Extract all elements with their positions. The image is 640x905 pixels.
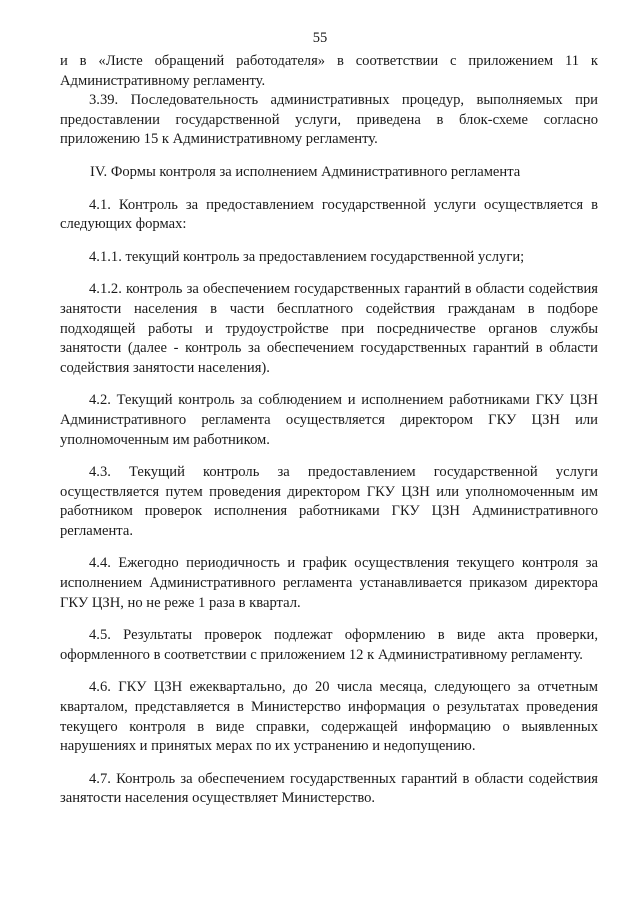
paragraph-4-1-1: 4.1.1. текущий контроль за предоставлением государственной услуги; bbox=[89, 248, 525, 265]
page-number: 55 bbox=[312, 30, 328, 46]
paragraph-4-1: 4.1. Контроль за предоставлением государственной услуги осуществляется в следующих формах: bbox=[60, 196, 598, 233]
paragraph-3-39: 3.39. Последовательность административных процедур, выполняемых при предоставлении государственной услуги, приведена в блок-схеме согласно приложению 15 к Административному регламенту. bbox=[60, 92, 598, 148]
document-body bbox=[60, 52, 598, 809]
paragraph-4-1-2: 4.1.2. контроль за обеспечением государственных гарантий в области содействия занятости населения в части бесплатного содействия гражданам в подборе подходящей работы и трудоустройстве при посредничестве органов службы занятости (далее - контроль за обеспечением государственных гарантий в области содействия занятости населения). bbox=[60, 281, 598, 376]
section-heading-iv: IV. Формы контроля за исполнением Административного регламента bbox=[90, 163, 521, 180]
paragraph-4-4: 4.4. Ежегодно периодичность и график осуществления текущего контроля за исполнением Административного регламента устанавливается приказом директора ГКУ ЦЗН, но не реже 1 раза в квартал. bbox=[60, 555, 598, 611]
paragraph-continuation: и в «Листе обращений работодателя» в соответствии с приложением 11 к Административному регламенту. bbox=[60, 53, 598, 89]
paragraph-4-6: 4.6. ГКУ ЦЗН ежеквартально, до 20 числа месяца, следующего за отчетным кварталом, представляется в Министерство информация о результатах проведения текущего контроля в виде справки, содержащей информацию о выявленных нарушениях и принятых мерах по их устранению и недопущению. bbox=[60, 679, 598, 755]
paragraph-4-5: 4.5. Результаты проверок подлежат оформлению в виде акта проверки, оформленного в соответствии с приложением 12 к Административному регламенту. bbox=[60, 627, 598, 663]
paragraph-4-7: 4.7. Контроль за обеспечением государственных гарантий в области содействия занятости населения осуществляет Министерство. bbox=[60, 770, 598, 807]
paragraph-4-2: 4.2. Текущий контроль за соблюдением и исполнением работниками ГКУ ЦЗН Административного регламента осуществляется директором ГКУ ЦЗН или уполномоченным им работником. bbox=[60, 392, 598, 448]
paragraph-4-3: 4.3. Текущий контроль за предоставлением государственной услуги осуществляется путем проведения директором ГКУ ЦЗН или уполномоченным им работником проверок исполнения работниками ГКУ ЦЗН Административного регламента. bbox=[60, 464, 598, 539]
